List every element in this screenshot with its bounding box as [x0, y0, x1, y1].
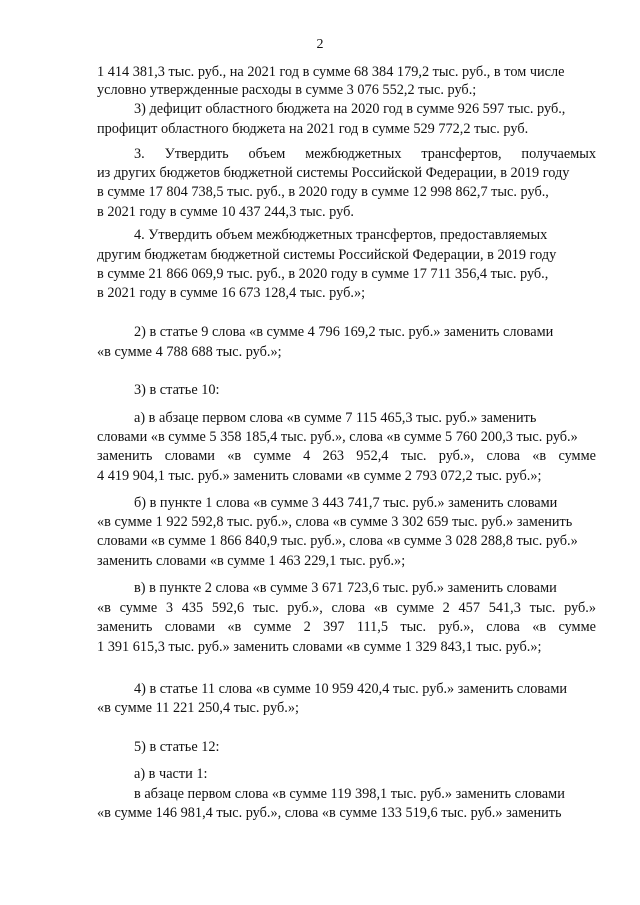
text-line: «в сумме 146 981,4 тыс. руб.», слова «в сумме 133 519,6 тыс. руб.» заменить [97, 805, 562, 821]
text-line: словами «в сумме 5 358 185,4 тыс. руб.», слова «в сумме 5 760 200,3 тыс. руб.» [97, 429, 578, 445]
text-line: в) в пункте 2 слова «в сумме 3 671 723,6 тыс. руб.» заменить словами [134, 580, 557, 596]
text-line: 3. Утвердить объем межбюджетных трансфертов, получаемых [134, 146, 596, 162]
text-line: «в сумме 3 435 592,6 тыс. руб.», слова «в сумме 2 457 541,3 тыс. руб.» [97, 600, 596, 616]
text-line: заменить словами «в сумме 1 463 229,1 тыс. руб.»; [97, 553, 406, 569]
text-line: в абзаце первом слова «в сумме 119 398,1 тыс. руб.» заменить словами [134, 786, 565, 802]
text-line: условно утвержденные расходы в сумме 3 076 552,2 тыс. руб.; [97, 82, 477, 98]
text-line: а) в абзаце первом слова «в сумме 7 115 465,3 тыс. руб.» заменить [134, 410, 537, 426]
text-line: «в сумме 11 221 250,4 тыс. руб.»; [97, 700, 299, 716]
text-line: в 2021 году в сумме 16 673 128,4 тыс. руб.»; [97, 285, 366, 301]
text-line: заменить словами «в сумме 4 263 952,4 тыс. руб.», слова «в сумме [97, 448, 596, 464]
text-line: 4) в статье 11 слова «в сумме 10 959 420,4 тыс. руб.» заменить словами [134, 681, 568, 697]
text-line: в сумме 21 866 069,9 тыс. руб., в 2020 году в сумме 17 711 356,4 тыс. руб., [97, 266, 549, 282]
text-line: б) в пункте 1 слова «в сумме 3 443 741,7 тыс. руб.» заменить словами [134, 495, 558, 511]
text-line: 5) в статье 12: [134, 739, 220, 755]
text-line: 3) в статье 10: [134, 382, 220, 398]
text-line: 4 419 904,1 тыс. руб.» заменить словами «в сумме 2 793 072,2 тыс. руб.»; [97, 468, 542, 484]
text-line: 2) в статье 9 слова «в сумме 4 796 169,2 тыс. руб.» заменить словами [134, 324, 554, 340]
text-line: в 2021 году в сумме 10 437 244,3 тыс. руб. [97, 204, 354, 220]
text-line: профицит областного бюджета на 2021 год в сумме 529 772,2 тыс. руб. [97, 121, 529, 137]
text-line: «в сумме 1 922 592,8 тыс. руб.», слова «в сумме 3 302 659 тыс. руб.» заменить [97, 514, 573, 530]
text-line: другим бюджетам бюджетной системы Российской Федерации, в 2019 году [97, 247, 557, 263]
text-line: из других бюджетов бюджетной системы Российской Федерации, в 2019 году [97, 165, 570, 181]
text-line: 1 414 381,3 тыс. руб., на 2021 год в сумме 68 384 179,2 тыс. руб., в том числе [97, 64, 565, 80]
page-number: 2 [316, 37, 324, 52]
text-line: словами «в сумме 1 866 840,9 тыс. руб.», слова «в сумме 3 028 288,8 тыс. руб.» [97, 533, 578, 549]
text-line: заменить словами «в сумме 2 397 111,5 тыс. руб.», слова «в сумме [97, 619, 596, 635]
text-line: а) в части 1: [134, 766, 208, 782]
text-line: 3) дефицит областного бюджета на 2020 год в сумме 926 597 тыс. руб., [134, 101, 566, 117]
text-line: в сумме 17 804 738,5 тыс. руб., в 2020 году в сумме 12 998 862,7 тыс. руб., [97, 184, 549, 200]
text-line: «в сумме 4 788 688 тыс. руб.»; [97, 344, 282, 360]
text-line: 1 391 615,3 тыс. руб.» заменить словами «в сумме 1 329 843,1 тыс. руб.»; [97, 639, 542, 655]
text-line: 4. Утвердить объем межбюджетных трансфертов, предоставляемых [134, 227, 548, 243]
